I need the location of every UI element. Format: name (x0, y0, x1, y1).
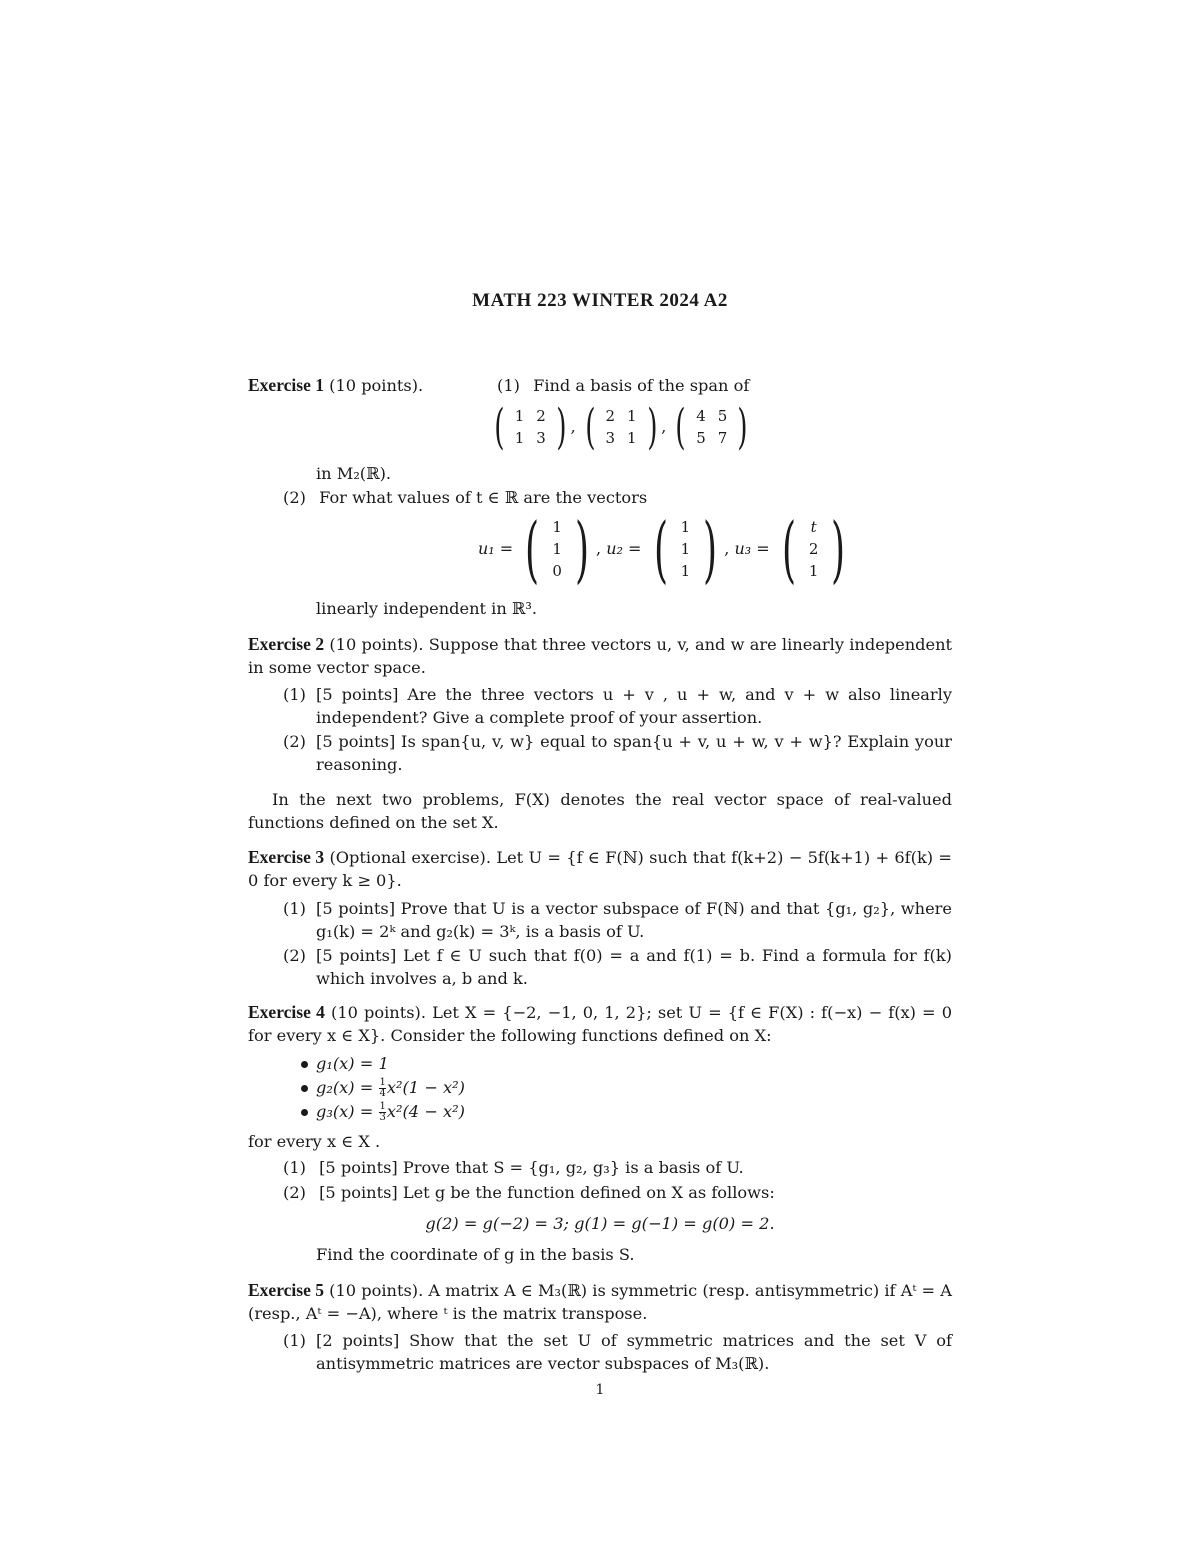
vector-entry: 1 (808, 562, 819, 580)
matrix-cell: 3 (536, 429, 546, 447)
exercise-4-points: (10 points). (331, 1003, 426, 1022)
matrix-cell: 1 (514, 429, 525, 447)
fraction-numerator: 1 (379, 1077, 386, 1088)
fraction-numerator: 1 (379, 1101, 386, 1112)
bullet-item (301, 1100, 465, 1123)
fraction-denominator: 4 (379, 1088, 386, 1099)
exercise-3-part-1-label: (1) (283, 899, 306, 918)
vector-entry: 0 (552, 562, 562, 580)
part-label: (2) (283, 1183, 306, 1202)
exercise-3-text: Let U = {f ∈ F(ℕ) such that f(k+2) − 5f(k+1) + 6f(k) = 0 for every k ≥ 0}. (248, 848, 952, 890)
vector-entry: 2 (808, 540, 819, 558)
matrix-cell: 4 (696, 407, 706, 425)
bullet-item (301, 1052, 389, 1075)
matrix-2: ( 2 1 3 1 ) , (584, 399, 672, 455)
exercise-4-intro (248, 1001, 952, 1047)
vector-entry: 1 (680, 562, 691, 580)
exercise-3-part-1-text: [5 points] Prove that U is a vector subspace of F(ℕ) and that {g₁, g₂}, where g₁(k) = 2ᵏ and g₂(k) = 3ᵏ, is a basis of U. (316, 899, 952, 941)
matrix-3: ( 4 5 5 7 ) (675, 399, 748, 455)
exercise-5-label: Exercise 5 (248, 1280, 324, 1300)
exercise-2-points: (10 points). (329, 635, 424, 654)
exercise-4-part-2 (283, 1181, 775, 1204)
vector-u1: u₁ = ( 1 1 0 ) , (478, 507, 607, 591)
exercise-2-text: Suppose that three vectors u, v, and w are linearly independent in some vector space. (248, 635, 953, 677)
bullet-icon (301, 1061, 308, 1068)
vector-name: u₁ = (478, 538, 514, 558)
part-text: For what values of t ∈ ℝ are the vectors (319, 488, 648, 507)
page-title: MATH 223 WINTER 2024 A2 (472, 290, 728, 311)
part-text: Find a basis of the span of (533, 376, 750, 395)
bullet-text: g₃(x) = (316, 1102, 374, 1121)
exercise-5-intro (248, 1279, 952, 1325)
page-number: 1 (595, 1382, 605, 1398)
part-label: (1) (497, 376, 520, 395)
part-label: (1) (283, 1158, 306, 1177)
exercise-2-part-1-text: [5 points] Are the three vectors u + v , u + w, and v + w also linearly independent? Give a complete proof of your assertion. (316, 685, 952, 727)
exercise-5-points: (10 points). (329, 1281, 424, 1300)
vector-entry: 1 (680, 540, 691, 558)
matrix-cell: 5 (696, 429, 706, 447)
bullet-item (301, 1076, 465, 1099)
part-text: [5 points] Let g be the function defined on X as follows: (319, 1183, 775, 1202)
exercise-1-label: Exercise 1 (248, 375, 324, 395)
part-text: [5 points] Prove that S = {g₁, g₂, g₃} is a basis of U. (319, 1158, 744, 1177)
exercise-4-text: Let X = {−2, −1, 0, 1, 2}; set U = {f ∈ F(X) : f(−x) − f(x) = 0 for every x ∈ X}. Consider the following functions defined on X: (248, 1003, 952, 1045)
matrix-cell: 2 (605, 407, 616, 425)
exercise-2-part-1-label: (1) (283, 685, 306, 704)
matrix-cell: 7 (717, 429, 728, 447)
matrix-cell: 5 (717, 407, 728, 425)
matrix-list (490, 399, 752, 455)
bullet-text: g₁(x) = 1 (316, 1054, 389, 1073)
bullet-text: x²(1 − x²) (386, 1078, 465, 1097)
exercise-3-intro (248, 846, 952, 892)
part-label: (2) (283, 488, 306, 507)
vector-entry: 1 (552, 518, 562, 536)
vector-name: u₂ = (606, 538, 642, 558)
intro-paragraph: In the next two problems, F(X) denotes the real vector space of real-valued functions defined on the set X. (248, 790, 952, 832)
exercise-1-part-2 (283, 486, 647, 509)
exercise-3-part-2-text: [5 points] Let f ∈ U such that f(0) = a and f(1) = b. Find a formula for f(k) which involves a, b and k. (316, 946, 952, 988)
vector-entry: 1 (680, 518, 691, 536)
exercise-4-equation (0, 1212, 1200, 1235)
matrix-cell: 2 (536, 407, 546, 425)
vector-list (478, 507, 852, 591)
exercise-1-part-1 (497, 374, 749, 397)
exercise-4-part-2-after: Find the coordinate of g in the basis S. (316, 1245, 635, 1264)
exercise-2-part-2-text: [5 points] Is span{u, v, w} equal to span{u + v, u + w, v + w}? Explain your reasoning. (316, 732, 952, 774)
exercise-2-part-2-label: (2) (283, 732, 306, 751)
exercise-1-header (248, 374, 423, 397)
matrix-cell: 1 (514, 407, 525, 425)
matrix-cell: 3 (605, 429, 616, 447)
fraction (379, 1102, 385, 1123)
vector-u2: u₂ = ( 1 1 1 ) , (606, 507, 735, 591)
exercise-3-points: (Optional exercise). (329, 848, 492, 867)
vector-entry: 1 (552, 540, 562, 558)
bullet-icon (301, 1109, 308, 1116)
fraction (379, 1078, 385, 1099)
exercise-4-after: for every x ∈ X . (248, 1132, 381, 1151)
exercise-2-label: Exercise 2 (248, 634, 325, 654)
bullet-text: x²(4 − x²) (386, 1102, 465, 1121)
exercise-3-part-2-label: (2) (283, 946, 306, 965)
vector-u3: u₃ = ( t 2 1 ) (734, 507, 846, 591)
equation-text: g(2) = g(−2) = 3; g(1) = g(−1) = g(0) = 2. (425, 1214, 775, 1233)
vector-entry: t (810, 518, 817, 536)
exercise-1-points: (10 points). (329, 376, 424, 395)
exercise-5-part-1-text: [2 points] Show that the set U of symmetric matrices and the set V of antisymmetric matrices are vector subspaces of M₃(ℝ). (316, 1331, 952, 1373)
exercise-5-part-1-label: (1) (283, 1331, 306, 1350)
exercise-4-label: Exercise 4 (248, 1002, 325, 1022)
exercise-1-part-1-after: in M₂(ℝ). (316, 464, 392, 483)
matrix-1: ( 1 2 1 3 ) , (494, 399, 581, 455)
vector-name: u₃ = (734, 538, 770, 558)
matrix-cell: 1 (627, 407, 637, 425)
matrix-cell: 1 (627, 429, 637, 447)
fraction-denominator: 3 (379, 1112, 386, 1123)
exercise-3-label: Exercise 3 (248, 847, 325, 867)
exercise-4-part-1 (283, 1156, 744, 1179)
exercise-2-intro (248, 633, 952, 679)
bullet-text: g₂(x) = (316, 1078, 374, 1097)
bullet-icon (301, 1085, 308, 1092)
exercise-5-text: A matrix A ∈ M₃(ℝ) is symmetric (resp. antisymmetric) if Aᵗ = A (resp., Aᵗ = −A), where ᵗ is the matrix transpose. (248, 1281, 952, 1323)
exercise-1-part-2-after: linearly independent in ℝ³. (316, 599, 537, 618)
